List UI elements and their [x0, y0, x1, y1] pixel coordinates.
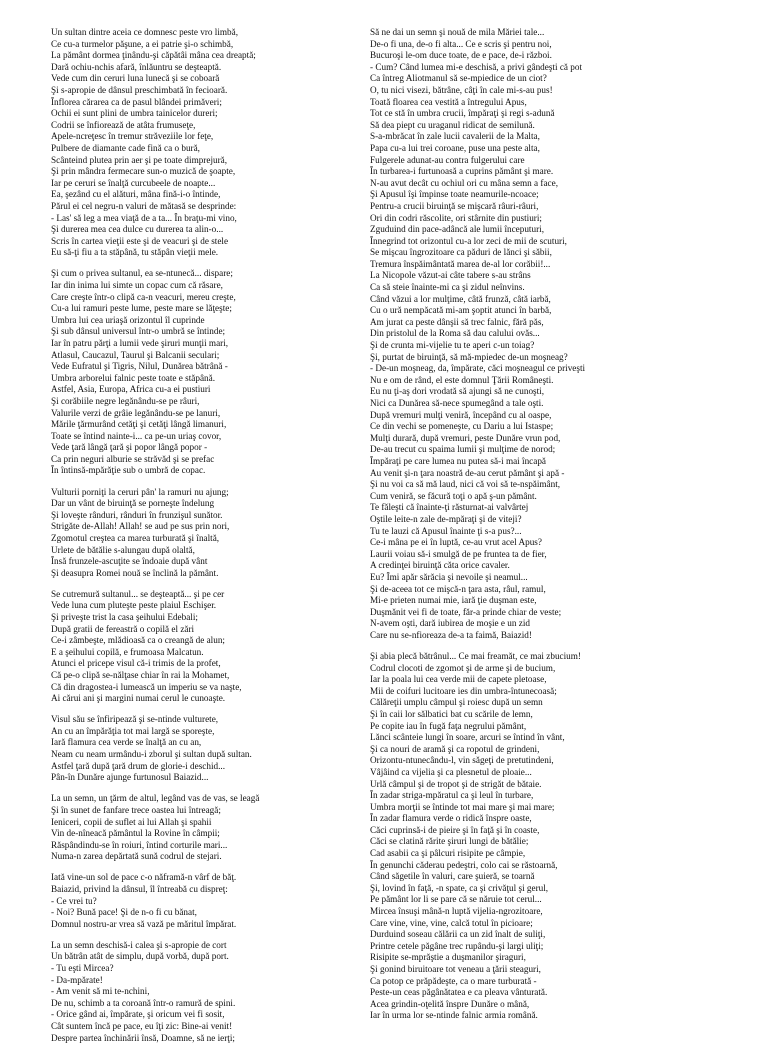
verse-line: - Tu eşti Mircea? [51, 963, 114, 974]
verse-line: Iar din inima lui simte un copac cum că răsare, [51, 279, 223, 290]
verse-line: Eu nu ţi-aş dori vrodată să ajungi să ne cunoşti, [370, 386, 545, 397]
verse-line: Astfel ţară după ţară drum de glorie-i deschid... [51, 760, 225, 771]
verse-line: După vremuri mulţi veniră, începând cu al oaspe, [370, 409, 552, 420]
verse-line: Laurii voiau să-i smulgă de pe fruntea ta de fier, [370, 548, 547, 559]
verse-line: Şi prin mândra fermecare sun-o muzică de şoapte, [51, 166, 236, 177]
verse-line: Că din dragostea-i lumească un imperiu se va naşte, [51, 681, 242, 692]
verse-line: Şi sub dânsul universul într-o umbră se întinde; [51, 326, 226, 337]
verse-line: E a şeihului copilă, e frumoasa Malcatun. [51, 646, 204, 657]
stanza-gap [51, 477, 381, 487]
verse-line: Acea grindin-oţelită înspre Dunăre o mână, [370, 998, 530, 1009]
verse-line: Vulturii porniţi la ceruri pân' la ramuri nu ajung; [51, 486, 229, 497]
verse-line: An cu an împărăţia tot mai largă se sporeşte, [51, 725, 215, 736]
verse-line: În întinsă-mpărăţie sub o umbră de copac. [51, 465, 206, 476]
verse-line: Mii de coifuri lucitoare ies din umbra-întunecoasă; [370, 685, 557, 696]
verse-line: Despre partea închinării însă, Doamne, să ne ierţi; [51, 1032, 235, 1043]
verse-line: Se cutremură sultanul... se deşteaptă... şi pe cer [51, 588, 225, 599]
verse-line: Peste-un ceas păgânătatea e ca pleava vânturată. [370, 987, 548, 998]
verse-line: Nici ca Dunărea să-nece spumegând a tale oşti. [370, 398, 544, 408]
verse-line: De-o fi una, de-o fi alta... Ce e scris şi pentru noi, [370, 38, 552, 49]
verse-line: Călăreţii umplu câmpul şi roiesc după un semn [370, 697, 543, 708]
verse-line: Iară flamura cea verde se înalţă an cu an, [51, 737, 202, 748]
verse-line: Durduind soseau călării ca un zid înalt de suliţi, [370, 929, 546, 940]
verse-line: Şi deasupra Romei nouă se înclină la pământ. [51, 567, 219, 578]
verse-line: - Cum? Când lumea mi-e deschisă, a privi gândeşti că pot [370, 61, 583, 72]
verse-line: Ce-i zâmbeşte, mlădioasă ca o creangă de alun; [51, 635, 225, 646]
verse-line: După gratii de fereastră o copilă el zări [51, 623, 195, 634]
verse-line: Valurile verzi de grâie legănându-se pe lanuri, [51, 407, 221, 418]
verse-line: Orizontu-ntunecându-l, vin săgeţi de pretutindeni, [370, 755, 554, 766]
verse-line: Şi de-aceea tot ce mişcă-n ţara asta, râul, ramul, [370, 583, 546, 594]
verse-line: Cu o ură nempăcată mi-am şoptit atunci în barbă, [370, 305, 552, 316]
stanza-gap [51, 930, 381, 940]
verse-line: Şi în caii lor sălbatici bat cu scările de lemn, [370, 708, 533, 719]
verse-line: Codrii se înfiorează de atâta frumuseţe, [51, 119, 196, 130]
verse-line: Urlă câmpul şi de tropot şi de strigăt de bătaie. [370, 778, 542, 789]
stanza-gap [370, 641, 710, 651]
verse-line: Se mişcau îngrozitoare ca păduri de lănci şi săbii, [370, 247, 552, 258]
verse-line: Din pristolul de la Roma să dau calului ovăs... [370, 328, 540, 339]
verse-line: Zgomotul creştea ca marea turburată şi înaltă, [51, 532, 220, 543]
verse-line: O, tu nici visezi, bătrâne, câţi în cale mi-s-au pus! [370, 84, 553, 95]
verse-line: Strigăte de-Allah! Allah! se aud pe sus prin nori, [51, 521, 230, 532]
verse-line: Toate se întind nainte-i... ca pe-un uriaş covor, [51, 430, 222, 441]
verse-line: Iar în patru părţi a lumii vede şiruri munţii mari, [51, 337, 229, 348]
verse-line: Au venit şi-n ţara noastră de-au cerut pământ şi apă - [370, 467, 565, 478]
verse-line: - Orice gând ai, împărate, şi oricum vei fi sosit, [51, 1009, 225, 1020]
verse-line: Iar la poala lui cea verde mii de capete pletoase, [370, 674, 547, 685]
verse-line: În turbarea-i furtunoasă a cuprins pământ şi mare. [370, 166, 554, 177]
verse-line: În zadar flamura verde o ridică înspre oaste, [370, 813, 532, 824]
verse-line: Să ne dai un semn şi nouă de mila Măriei tale... [370, 27, 545, 37]
verse-line: Eu să-ţi fiu a ta stăpână, tu stăpân vieţii mele. [51, 247, 219, 258]
verse-line: Care creşte într-o clipă ca-n veacuri, mereu creşte, [51, 291, 236, 302]
verse-line: În genunchi căderau pedeştri, colo cai se răstoarnă, [370, 859, 558, 870]
verse-line: Ieniceri, copii de suflet ai lui Allah şi spahii [51, 816, 212, 827]
verse-line: Şi corăbiile negre legănându-se pe râuri, [51, 395, 200, 406]
verse-line: Şi priveşte trist la casa şeihului Edebali; [51, 612, 198, 622]
verse-line: De nu, schimb a ta coroană într-o ramură de spini. [51, 997, 236, 1008]
verse-line: Pe copite iau în fugă faţa negrului pământ, [370, 720, 527, 731]
verse-line: - Las' să leg a mea viaţă de a ta... În braţu-mi vino, [51, 212, 237, 223]
verse-line: Cu-a lui ramuri peste lume, peste mare se lăţeşte; [51, 303, 232, 314]
verse-line: Nu e om de rând, el este domnul Ţării Româneşti. [370, 374, 554, 385]
verse-line: Căci cuprinsă-i de pieire şi în faţă şi în coaste, [370, 824, 540, 835]
verse-line: Zguduind din pace-adâncă ale lumii începuturi, [370, 224, 544, 235]
verse-line: Astfel, Asia, Europa, Africa cu-a ei pustiuri [51, 384, 211, 395]
verse-line: Risipite se-mprăştie a duşmanilor şiraguri, [370, 952, 526, 963]
verse-line: Un bătrân atât de simplu, după vorbă, după port. [51, 951, 229, 962]
right-column [370, 27, 710, 1022]
verse-line: Împăraţi pe care lumea nu putea să-i mai încapă [370, 455, 547, 466]
verse-line: Când săgetile în valuri, care şuieră, se toarnă [370, 871, 535, 882]
verse-line: - Noi? Bună pace! Şi de n-o fi cu bănat, [51, 907, 197, 918]
verse-line: Oştile leite-n zale de-mpăraţi şi de viteji? [370, 513, 522, 524]
verse-line: Visul său se înfiripează şi se-ntinde vulturete, [51, 714, 219, 725]
verse-line: Ori din codri răscolite, ori stârnite din pustiuri; [370, 212, 542, 223]
verse-line: La Nicopole văzut-ai câte tabere s-au strâns [370, 270, 531, 281]
verse-line: Pân-în Dunăre ajunge furtunosul Baiazid... [51, 772, 209, 783]
verse-line: Ce-i mâna pe ei în luptă, ce-au vrut acel Apus? [370, 537, 542, 548]
verse-line: Dară ochiu-nchis afară, înlăuntru se deşteaptă. [51, 61, 222, 72]
verse-line: Şi durerea mea cea dulce cu durerea ta alin-o... [51, 224, 224, 235]
verse-line: Şi în sunet de fanfare trece oastea lui întreagă; [51, 804, 221, 815]
verse-line: Vede Eufratul şi Tigris, Nilul, Dunărea bătrână - [51, 361, 228, 372]
stanza [51, 27, 381, 259]
verse-line: Am jurat ca peste dânşii să trec falnic, fără păs, [370, 316, 544, 327]
verse-line: Iată vine-un sol de pace c-o năframă-n vârf de băţ. [51, 872, 237, 883]
verse-line: Vin de-nîneacă pământul la Rovine în câmpii; [51, 828, 220, 839]
verse-line: Ca prin neguri alburie se străvăd şi se prefac [51, 453, 215, 464]
verse-line: La un semn deschisă-i calea şi s-apropie de cort [51, 939, 227, 950]
stanza [51, 793, 381, 863]
verse-line: Ca să steie înainte-mi ca şi zidul neînvins. [370, 282, 525, 293]
verse-line: Ea, şezând cu el alături, mâna fină-i-o întinde, [51, 189, 221, 200]
verse-line: De-au trecut cu spaima lumii şi mulţime de norod; [370, 444, 556, 455]
verse-line: - De-un moşneag, da, împărate, căci moşneagul ce priveşti [370, 363, 586, 374]
verse-line: Şi nu voi ca să mă laud, nici că voi să te-nspăimânt, [370, 479, 561, 490]
verse-line: Că pe-o clipă se-nălţase chiar în rai la Mohamet, [51, 669, 230, 680]
verse-line: Dar un vânt de biruinţă se porneşte îndelung [51, 498, 215, 509]
verse-line: Şi, lovind în faţă, -n spate, ca şi crivăţul şi gerul, [370, 882, 549, 893]
verse-line: Mulţi durară, după vremuri, peste Dunăre vrun pod, [370, 432, 561, 443]
verse-line: Şi s-apropie de dânsul preschimbată în fecioară. [51, 84, 228, 95]
verse-line: Te făleşti că înainte-ţi răsturnat-ai valvârtej [370, 502, 529, 513]
verse-line: Vede ţară lângă ţară şi popor lângă popor - [51, 442, 208, 453]
verse-line: - Ce vrei tu? [51, 895, 97, 906]
verse-line: Vede luna cum pluteşte peste plaiul Eschişer. [51, 600, 217, 611]
verse-line: Şi loveşte rânduri, rânduri în frunzişul sunător. [51, 509, 223, 520]
verse-line: Numa-n zarea depărtată sună codrul de stejari. [51, 851, 222, 862]
verse-line: Şi Apusul îşi împinse toate neamurile-ncoace; [370, 189, 539, 200]
verse-line: Umbra arborelui falnic peste toate e stăpână. [51, 372, 216, 383]
verse-line: Înflorea cărarea ca de pasul blândei primăveri; [51, 96, 222, 107]
verse-line: Ce cu-a turmelor păşune, a ei patrie şi-o schimbă, [51, 38, 234, 49]
verse-line: Pe pământ lor li se pare că se năruie tot cerul... [370, 894, 542, 905]
verse-line: Cât suntem încă pe pace, eu îţi zic: Bine-ai venit! [51, 1021, 233, 1031]
verse-line: Apele-ncreţesc în tremur străveziile lor feţe, [51, 131, 214, 142]
verse-line: Vâjâind ca vijelia şi ca plesnetul de ploaie... [370, 766, 532, 777]
verse-line: Lănci scânteie lungi în soare, arcuri se întind în vânt, [370, 732, 565, 743]
stanza [51, 487, 381, 580]
verse-line: În zadar striga-mpăratul ca şi leul în turbare, [370, 790, 534, 801]
verse-line: N-avem oşti, dară iubirea de moşie e un zid [370, 618, 530, 629]
verse-line: Iar pe ceruri se înalţă curcubeele de noapte... [51, 177, 216, 188]
stanza [370, 651, 710, 1022]
verse-line: Baiazid, privind la dânsul, îl întreabă cu dispreţ: [51, 883, 228, 894]
verse-line: Printre cetele păgâne trec rupându-şi largi uliţi; [370, 940, 544, 951]
verse-line: Vede cum din ceruri luna lunecă şi se coboară [51, 73, 220, 84]
verse-line: Ca potop ce prăpădeşte, ca o mare turburată - [370, 975, 537, 986]
verse-line: A credinţei biruinţă căta orice cavaler. [370, 560, 510, 571]
verse-line: Şi ca nouri de aramă şi ca ropotul de grindeni, [370, 743, 540, 754]
stanza-gap [51, 863, 381, 873]
verse-line: Duşmănit vei fi de toate, făr-a prinde chiar de veste; [370, 606, 562, 617]
verse-line: Neam cu neam urmându-i zborul şi sultan după sultan. [51, 749, 252, 760]
stanza-gap [51, 705, 381, 715]
verse-line: Bucuroşi le-om duce toate, de e pace, de-i război. [370, 50, 552, 61]
stanza [51, 714, 381, 784]
verse-line: Părul ei cel negru-n valuri de mătasă se desprinde: [51, 200, 237, 211]
verse-line: Care nu se-nfioreaza de-a ta faimă, Baiazid! [370, 629, 532, 640]
verse-line: Eu? Îmi apăr sărăcia şi nevoile şi neamul... [370, 571, 528, 582]
verse-line: Pulbere de diamante cade fină ca o bură, [51, 142, 200, 153]
verse-line: Umbra lui cea uriaşă orizontul îl cuprinde [51, 314, 205, 325]
stanza [51, 268, 381, 477]
stanza [51, 940, 381, 1044]
verse-line: - Am venit să mi te-nchini, [51, 986, 150, 997]
verse-line: Pentru-a crucii biruinţă se mişcară râuri-râuri, [370, 200, 539, 211]
verse-line: Cum veniră, se făcură toţi o apă ş-un pământ. [370, 490, 537, 501]
verse-line: Ochii ei sunt plini de umbra tainicelor dureri; [51, 108, 218, 119]
verse-line: Mările ţărmurând cetăţi şi cetăţi lângă limanuri, [51, 419, 227, 430]
verse-line: Umbra morţii se întinde tot mai mare şi mai mare; [370, 801, 555, 812]
verse-line: Şi, purtat de biruinţă, să mă-mpiedec de-un moşneag? [370, 351, 568, 362]
verse-line: Şi cum o privea sultanul, ea se-ntunecă... dispare; [51, 268, 233, 279]
verse-line: N-au avut decât cu ochiul ori cu mâna semn a face, [370, 177, 559, 188]
verse-line: Atunci el pricepe visul că-i trimis de la profet, [51, 658, 221, 669]
verse-line: La pământ dormea ţinându-şi căpătâi mâna cea dreaptă; [51, 50, 256, 61]
verse-line: Atlasul, Caucazul, Taurul şi Balcanii seculari; [51, 349, 220, 360]
verse-line: Tremura înspăimântată marea de-al lor corăbii!... [370, 258, 551, 269]
verse-line: La un semn, un ţărm de altul, legând vas de vas, se leagă [51, 793, 260, 804]
verse-line: Căci se clatină rărite şiruri lungi de bătălie; [370, 836, 529, 847]
verse-line: Înnegrind tot orizontul cu-a lor zeci de mii de scuturi, [370, 235, 567, 246]
verse-line: Tu te lauzi că Apusul înainte ţi s-a pus?... [370, 525, 522, 536]
verse-line: Iar în urma lor se-ntinde falnic armia română. [370, 1010, 538, 1021]
verse-line: Scris în cartea vieţii este şi de veacuri şi de stele [51, 235, 229, 246]
verse-line: Ce din vechi se pomeneşte, cu Dariu a lui Istaspe; [370, 421, 554, 432]
verse-line: Răspândindu-se în roiuri, întind corturile mari... [51, 839, 228, 850]
stanza [51, 872, 381, 930]
verse-line: Papa cu-a lui trei coroane, puse una peste alta, [370, 142, 540, 153]
verse-line: Fulgerele adunat-au contra fulgerului care [370, 154, 525, 165]
verse-line: Mi-e prieten numai mie, iară ţie duşman este, [370, 595, 537, 606]
verse-line: Codrul clocoti de zgomot şi de arme şi de bucium, [370, 662, 556, 673]
left-column [51, 27, 381, 1044]
stanza-gap [51, 784, 381, 794]
verse-line: Să dea piept cu uraganul ridicat de semilună. [370, 119, 535, 130]
verse-line: Urlete de bătălie s-alungau după olaltă, [51, 544, 195, 555]
verse-line: Mircea însuşi mână-n luptă vijelia-ngrozitoare, [370, 906, 543, 917]
stanza [51, 589, 381, 705]
stanza-gap [51, 259, 381, 269]
verse-line: - Da-mpărate! [51, 974, 103, 985]
verse-line: Şi gonind biruitoare tot veneau a ţării steaguri, [370, 964, 541, 974]
verse-line: Şi de crunta mi-vijelie tu te aperi c-un toiag? [370, 340, 535, 351]
verse-line: Care vine, vine, vine, calcă totul în picioare; [370, 917, 533, 928]
verse-line: Ca întreg Aliotmanul să se-mpiedice de un ciot? [370, 73, 547, 84]
verse-line: Ai cărui ani şi margini numai cerul le cunoaşte. [51, 693, 226, 704]
verse-line: Cad asabii ca şi pâlcuri risipite pe câmpie, [370, 848, 526, 859]
verse-line: Domnul nostru-ar vrea să vază pe măritul împărat. [51, 918, 237, 929]
stanza [370, 27, 710, 641]
verse-line: Toată floarea cea vestită a întregului Apus, [370, 96, 527, 107]
verse-line: Scânteind plutea prin aer şi pe toate dimprejură, [51, 154, 228, 165]
verse-line: Când văzui a lor mulţime, câtă frunză, câtă iarbă, [370, 293, 551, 304]
verse-line: Şi abia plecă bătrânul... Ce mai freamăt, ce mai zbucium! [370, 650, 581, 661]
verse-line: Tot ce stă în umbra crucii, împăraţi şi regi s-adună [370, 108, 555, 119]
stanza-gap [51, 579, 381, 589]
verse-line: Însă frunzele-ascuţite se îndoaie după vânt [51, 556, 208, 567]
verse-line: Un sultan dintre aceia ce domnesc peste vro limbă, [51, 27, 239, 37]
verse-line: S-a-mbrăcat în zale lucii cavalerii de la Malta, [370, 131, 540, 142]
